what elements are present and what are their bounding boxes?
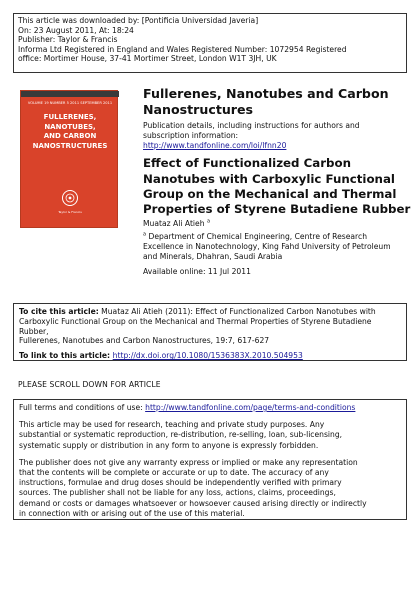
- journal-cover-image: [20, 90, 118, 228]
- usage-paragraph: [19, 420, 401, 451]
- cover-publisher: Taylor & Francis: [58, 210, 82, 214]
- usage-line: substantial or systematic reproduction, re-distribution, re-selling, loan, sub-licensing,: [19, 430, 343, 440]
- terms-url-link[interactable]: http://www.tandfonline.com/page/terms-and-conditions: [145, 403, 356, 412]
- citation-text: [19, 307, 401, 317]
- article-title: [143, 156, 411, 217]
- article-title-line: Nanotubes with Carboxylic Functional: [143, 171, 395, 186]
- publication-details-line: Publication details, including instructions for authors and: [143, 121, 360, 130]
- publisher-logo-icon: [61, 189, 79, 207]
- publication-details: [143, 121, 411, 150]
- disclaimer-line: The publisher does not give any warranty express or implied or make any representation: [19, 457, 358, 467]
- download-notice-box: [13, 13, 407, 73]
- download-notice-line: Publisher: Taylor & Francis: [18, 35, 118, 45]
- disclaimer-line: instructions, formulae and drug doses should be independently verified with primary: [19, 478, 342, 488]
- cover-title-line: FULLERENES,: [43, 113, 97, 121]
- article-title-line: Effect of Functionalized Carbon: [143, 156, 351, 171]
- download-notice-line: office: Mortimer House, 37-41 Mortimer Street, London W1T 3JH, UK: [18, 54, 277, 64]
- journal-title-line: Fullerenes, Nanotubes and Carbon: [143, 86, 389, 101]
- disclaimer-line: that the contents will be complete or accurate or up to date. The accuracy of any: [19, 468, 329, 478]
- citation-box: [13, 303, 407, 361]
- disclaimer-line: demand or costs or damages whatsoever or howsoever caused arising directly or indirectly: [19, 498, 367, 508]
- author-name-text: Muataz Ali Atieh: [143, 219, 205, 229]
- download-notice-line: Informa Ltd Registered in England and Wales Registered Number: 1072954 Registered: [18, 44, 347, 54]
- affiliation-line: Excellence in Nanotechnology, King Fahd University of Petroleum: [143, 241, 391, 251]
- usage-line: systematic supply or distribution in any form to anyone is expressly forbidden.: [19, 440, 319, 450]
- journal-title-line: Nanostructures: [143, 102, 254, 117]
- author-affiliation-marker: a: [206, 218, 211, 225]
- article-title-line: Group on the Mechanical and Thermal: [143, 186, 397, 201]
- disclaimer-paragraph: [19, 458, 401, 519]
- affiliation-marker: a: [143, 231, 147, 238]
- author-name: [143, 219, 411, 229]
- cover-issue-text: VOLUME 19 NUMBER 5 2011 SEPTEMBER 2011: [27, 101, 113, 105]
- terms-line: [19, 403, 401, 413]
- disclaimer-line: sources. The publisher shall not be liable for any loss, actions, claims, proceedings,: [19, 488, 336, 498]
- article-link-line: [19, 351, 401, 361]
- terms-prefix: Full terms and conditions of use:: [19, 403, 146, 412]
- affiliation-line: and Minerals, Dhahran, Saudi Arabia: [143, 251, 283, 261]
- affiliation-line: Department of Chemical Engineering, Centre of Research: [148, 232, 368, 241]
- disclaimer-line: in connection with or arising out of the use of this material.: [19, 508, 245, 518]
- cite-text-line: Muataz Ali Atieh (2011): Effect of Functionalized Carbon Nanotubes with: [98, 307, 376, 316]
- doi-link[interactable]: http://dx.doi.org/10.1080/1536383X.2010.504953: [112, 351, 303, 361]
- download-notice-line: On: 23 August 2011, At: 18:24: [18, 25, 134, 35]
- available-online-date: Available online: 11 Jul 2011: [143, 267, 251, 277]
- cover-title: [27, 113, 113, 151]
- journal-title: [143, 86, 411, 118]
- scroll-notice: PLEASE SCROLL DOWN FOR ARTICLE: [18, 380, 161, 389]
- download-notice-line: This article was downloaded by: [Pontificia Universidad Javeria]: [18, 16, 259, 25]
- cite-text-line: Fullerenes, Nanotubes and Carbon Nanostructures, 19:7, 617-627: [19, 336, 270, 346]
- article-header: [143, 86, 411, 277]
- cover-top-strip: [21, 91, 119, 97]
- link-label: To link to this article:: [19, 351, 113, 361]
- cover-title-line: NANOTUBES,: [44, 122, 96, 131]
- cover-title-line: NANOSTRUCTURES: [32, 141, 108, 150]
- usage-line: This article may be used for research, teaching and private study purposes. Any: [19, 420, 325, 430]
- cite-label: To cite this article:: [19, 307, 99, 316]
- author-affiliation: [143, 232, 411, 261]
- cover-title-line: AND CARBON: [43, 132, 97, 140]
- publication-details-line: subscription information:: [143, 130, 239, 140]
- terms-box: [13, 399, 407, 520]
- journal-url-link[interactable]: http://www.tandfonline.com/loi/lfnn20: [143, 140, 287, 150]
- article-title-line: Properties of Styrene Butadiene Rubber: [143, 202, 411, 216]
- cite-text-line: Carboxylic Functional Group on the Mechanical and Thermal Properties of Styrene Butadiene Rubber,: [19, 316, 372, 336]
